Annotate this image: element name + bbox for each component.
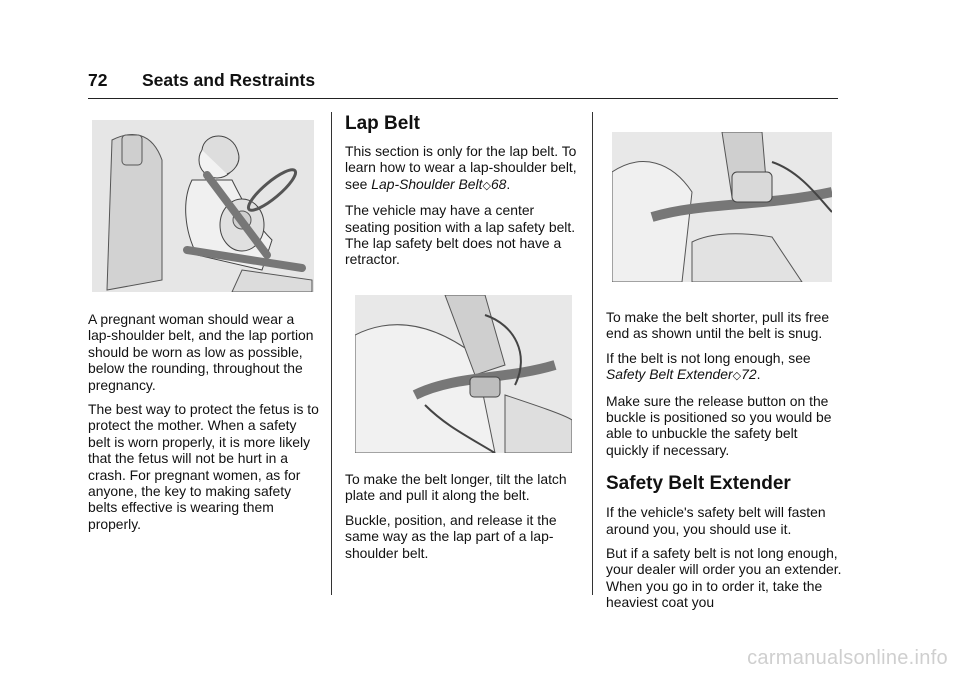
reference-arrow-icon: ◇: [482, 179, 491, 192]
column-1-text: [88, 311, 320, 540]
reference-page: 68: [490, 175, 507, 192]
section-heading-safety-belt-extender: Safety Belt Extender: [606, 473, 791, 495]
page-number: 72: [88, 70, 108, 90]
pregnant-woman-illustration: [92, 120, 314, 292]
column-2-text-bottom: [345, 471, 580, 569]
column-divider-1: [331, 112, 332, 595]
lap-belt-latch-illustration: [355, 295, 572, 453]
page-header: [88, 70, 838, 100]
paragraph-text: If the belt is not long enough, see: [606, 349, 811, 366]
paragraph-end: .: [506, 175, 511, 192]
paragraph: To make the belt longer, tilt the latch plate and pull it along the belt.: [345, 471, 567, 504]
paragraph: If the vehicle's safety belt will fasten around you, you should use it.: [606, 504, 826, 537]
lap-belt-tighten-illustration: [612, 132, 832, 282]
section-heading-lap-belt: Lap Belt: [345, 113, 420, 134]
reference-arrow-icon: ◇: [732, 370, 742, 383]
cross-reference-link[interactable]: Safety Belt Extender: [606, 366, 733, 383]
paragraph: [345, 143, 580, 194]
column-divider-2: [592, 112, 593, 595]
paragraph: The vehicle may have a center seating position with a lap safety belt. The lap safety belt does not have a retractor.: [345, 202, 576, 268]
column-3-text: [606, 309, 842, 619]
reference-page: 72: [741, 366, 757, 383]
chapter-title: Seats and Restraints: [142, 70, 316, 90]
paragraph: The best way to protect the fetus is to protect the mother. When a safety belt is worn properly, it is more likely that the fetus will not be hurt in a crash. For pregnant women, as for anyone, the key to making safety belts effective is wearing them properly.: [88, 401, 319, 532]
illustration-caption: A pregnant woman should wear a lap-shoulder belt, and the lap portion should be worn as low as possible, below the rounding, throughout the pregnancy.: [88, 311, 314, 393]
paragraph-end: .: [756, 366, 761, 383]
watermark: carmanualsonline.info: [747, 647, 948, 669]
paragraph: To make the belt shorter, pull its free end as shown until the belt is snug.: [606, 309, 830, 342]
paragraph: But if a safety belt is not long enough, your dealer will order you an extender. When you go in to order it, take the heaviest coat you: [606, 545, 842, 611]
paragraph: [606, 350, 842, 385]
paragraph: Buckle, position, and release it the same way as the lap part of a lap-shoulder belt.: [345, 511, 557, 561]
cross-reference-link[interactable]: Lap-Shoulder Belt: [371, 175, 483, 192]
header-rule: [88, 98, 838, 99]
paragraph: Make sure the release button on the buckle is positioned so you would be able to unbuckle the safety belt quickly if necessary.: [606, 392, 832, 458]
column-2-text-top: [345, 112, 580, 276]
paragraph-text: This section is only for the lap belt. To learn how to wear a lap-shoulder belt, see: [345, 143, 577, 192]
